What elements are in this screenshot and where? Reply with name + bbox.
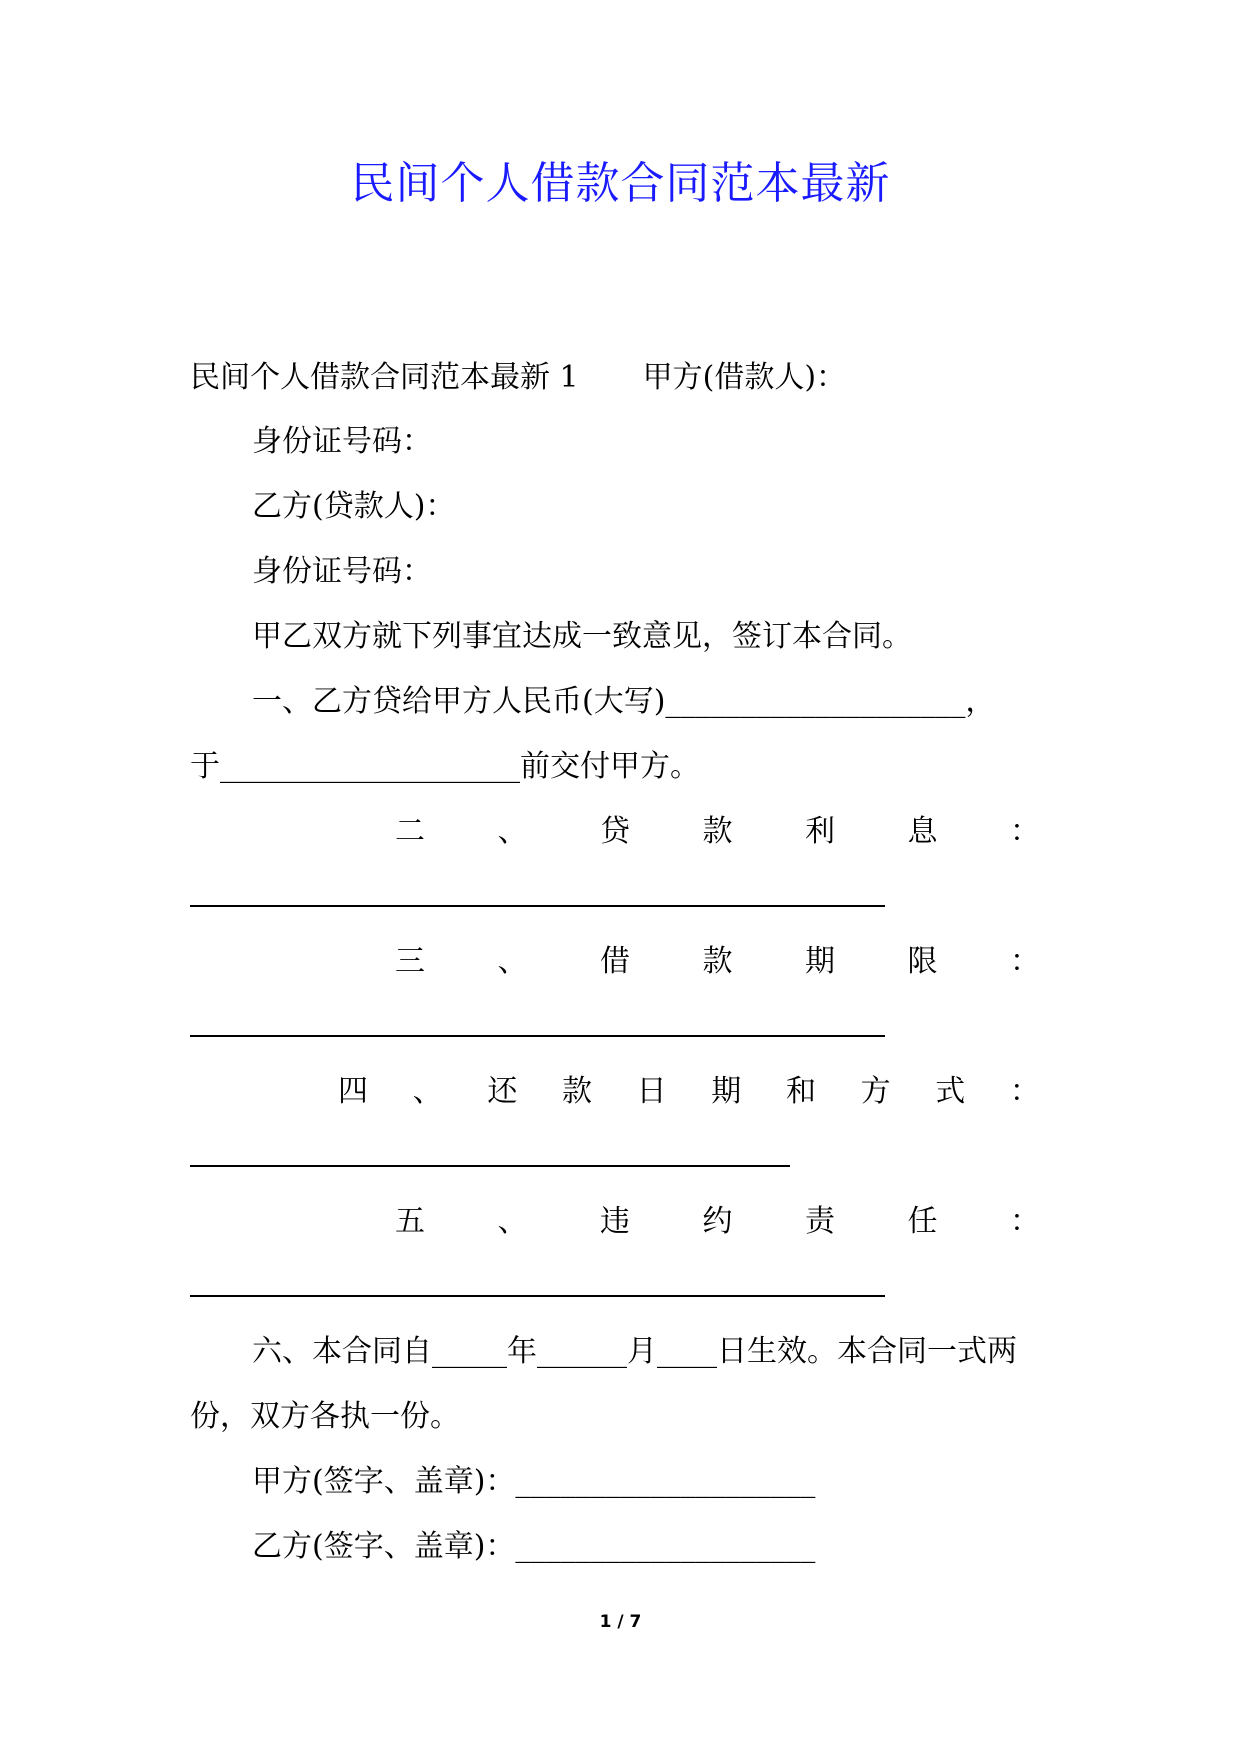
agreement-text: 甲乙双方就下列事宜达成一致意见，签订本合同。 [252,619,912,654]
document-title: 民间个人借款合同范本最新 [350,158,891,209]
clause-2-heading: 二 、 贷 款 利 息 ： [395,814,1040,849]
clause-6-line-1: 六、本合同自_____年______月____日生效。本合同一式两 [252,1334,1017,1369]
clause-5-heading: 五 、 违 约 责 任 ： [395,1204,1040,1239]
id-number-label-2: 身份证号码： [252,554,432,589]
signature-party-a: 甲方(签字、盖章)：____________________ [252,1464,816,1499]
clause-3-blank-line [190,1035,885,1037]
clause-3-heading: 三 、 借 款 期 限 ： [395,944,1040,979]
clause-1-line-2: 于____________________前交付甲方。 [190,749,700,784]
clause-4-heading: 四 、 还 款 日 期 和 方 式 ： [338,1074,1040,1109]
id-number-label-1: 身份证号码： [252,424,432,459]
party-a-label: 甲方(借款人)： [642,360,847,395]
clause-1-line-1: 一、乙方贷给甲方人民币(大写)____________________， [252,684,996,719]
party-b-label: 乙方(贷款人)： [252,489,456,524]
clause-6-line-2: 份，双方各执一份。 [190,1399,460,1434]
clause-5-blank-line [190,1295,885,1297]
clause-2-blank-line [190,905,885,907]
page-number: 1 / 7 [599,1612,642,1632]
contract-heading: 民间个人借款合同范本最新 1 [190,360,579,395]
clause-4-blank-line [190,1165,790,1167]
heading-line [190,358,846,398]
signature-party-b: 乙方(签字、盖章)：____________________ [252,1529,816,1564]
